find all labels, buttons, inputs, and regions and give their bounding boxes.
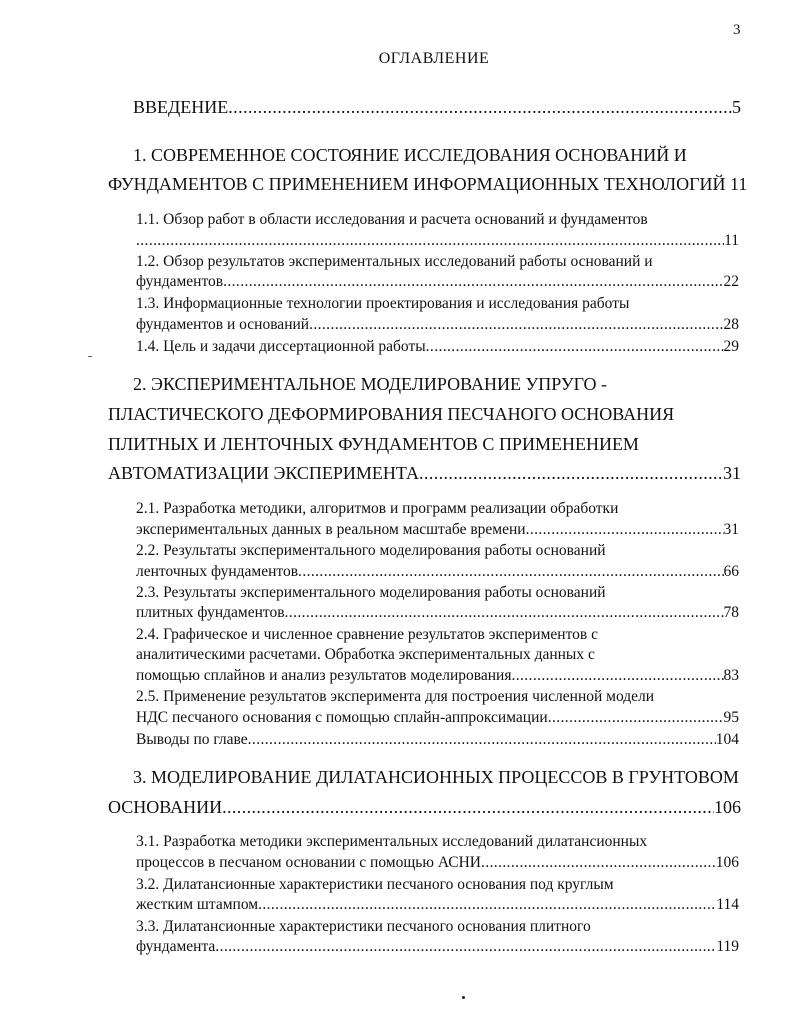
entry-label: плитных фундаментов [136,604,285,621]
entry-page: 95 [723,709,739,726]
section-3-1[interactable]: 3.1. Разработка методики экспериментальных исследований дилатансионных [136,833,648,850]
entry-page: 106 [714,797,741,817]
leader-dots [136,232,724,250]
entry-page: 83 [723,667,739,684]
section-1-3[interactable]: 1.3. Информационные технологии проектирования и исследования работы [136,295,630,312]
entry-label: жестким штампом [136,896,259,913]
entry-label: помощью сплайнов и анализ результатов моделирования [136,667,512,684]
chapter-3-leader[interactable] [108,797,741,818]
section-2-4-leader[interactable] [136,667,739,685]
entry-label: 1.4. Цель и задачи диссертационной работы [136,338,426,355]
leader-dots [298,563,723,581]
leader-dots [511,667,723,685]
section-2-5[interactable]: 2.5. Применение результатов эксперимента для построения численной модели [136,688,655,705]
entry-page: 22 [723,273,739,290]
section-2-2-leader[interactable] [136,563,739,581]
entry-page: 5 [732,97,741,117]
leader-dots [285,604,724,622]
entry-label: Выводы по главе [136,731,248,748]
chapter-1-heading[interactable]: 1. СОВРЕМЕННОЕ СОСТОЯНИЕ ИССЛЕДОВАНИЯ ОСНОВАНИЙ И [133,145,687,165]
entry-label: фундамента [136,938,216,955]
section-3-2[interactable]: 3.2. Дилатансионные характеристики песчаного основания под круглым [136,876,614,893]
section-2-1-leader[interactable] [136,521,739,539]
section-3-1-leader[interactable] [136,854,739,872]
page-number: 3 [733,22,741,38]
leader-dots [228,97,732,118]
leader-dots [426,338,724,356]
entry-label: фундаментов и оснований [136,316,310,333]
chapter-2-leader[interactable] [108,463,741,484]
entry-label: АВТОМАТИЗАЦИИ ЭКСПЕРИМЕНТА [108,463,420,483]
chapter-2-heading[interactable]: ПЛАСТИЧЕСКОГО ДЕФОРМИРОВАНИЯ ПЕСЧАНОГО ОСНОВАНИЯ [108,404,675,424]
scan-dot [462,996,465,999]
leader-dots [481,854,716,872]
entry-page: 31 [723,521,739,538]
section-2-2[interactable]: 2.2. Результаты экспериментального моделирования работы оснований [136,542,606,559]
section-2-5-leader[interactable] [136,709,739,727]
entry-label: экспериментальных данных в реальном масштабе времени [136,521,526,538]
leader-dots [526,521,724,539]
leader-dots [248,731,716,749]
section-2-3-leader[interactable] [136,604,739,622]
entry-page: 29 [723,338,739,355]
section-1-1[interactable]: 1.1. Обзор работ в области исследования и расчета оснований и фундаментов [136,211,648,228]
section-1-3-leader[interactable] [136,316,739,334]
scan-mark [88,356,92,357]
entry-label: НДС песчаного основания с помощью сплайн-аппроксимации [136,709,548,726]
leader-dots [548,709,724,727]
leader-dots [223,273,723,291]
leader-dots [309,316,723,334]
section-1-1-leader[interactable] [136,232,739,250]
section-3-3[interactable]: 3.3. Дилатансионные характеристики песчаного основания плитного [136,918,591,935]
entry-label: процессов в песчаном основании с помощью АСНИ [136,854,481,871]
entry-page: 104 [715,731,739,748]
section-2-4[interactable]: 2.4. Графическое и численное сравнение результатов экспериментов с [136,626,598,643]
section-2-4[interactable]: аналитическими расчетами. Обработка экспериментальных данных с [136,646,595,663]
entry-label: ВВЕДЕНИЕ [133,97,229,117]
section-2-3[interactable]: 2.3. Результаты экспериментального моделирования работы оснований [136,584,606,601]
chapter-3-heading[interactable]: 3. МОДЕЛИРОВАНИЕ ДИЛАТАНСИОННЫХ ПРОЦЕССОВ В ГРУНТОВОМ [133,767,739,787]
toc-title: ОГЛАВЛЕНИЕ [378,50,490,67]
leader-dots [258,896,716,914]
entry-page: 28 [723,316,739,333]
entry-page: 66 [723,563,739,580]
section-3-3-leader[interactable] [136,938,739,956]
section-3-2-leader[interactable] [136,896,739,914]
entry-page: 114 [716,896,739,913]
toc-entry-intro[interactable] [133,97,741,118]
section-1-2[interactable]: 1.2. Обзор результатов экспериментальных исследований работы оснований и [136,253,653,270]
entry-page: 119 [716,938,739,955]
entry-page: 31 [723,463,741,483]
chapter-2-conclusions[interactable] [136,731,739,749]
leader-dots [215,938,716,956]
section-1-2-leader[interactable] [136,273,739,291]
section-2-1[interactable]: 2.1. Разработка методики, алгоритмов и программ реализации обработки [136,500,619,517]
chapter-2-heading[interactable]: ПЛИТНЫХ И ЛЕНТОЧНЫХ ФУНДАМЕНТОВ С ПРИМЕНЕНИЕМ [108,434,639,454]
entry-page: 106 [715,854,739,871]
leader-dots [419,463,723,484]
entry-label: фундаментов [136,273,224,290]
entry-label: ОСНОВАНИИ [108,797,223,817]
leader-dots [222,797,714,818]
entry-page: 78 [723,604,739,621]
chapter-1-heading[interactable]: ФУНДАМЕНТОВ С ПРИМЕНЕНИЕМ ИНФОРМАЦИОННЫХ ТЕХНОЛОГИЙ 11 [108,174,748,194]
entry-page: 11 [724,232,739,249]
chapter-2-heading[interactable]: 2. ЭКСПЕРИМЕНТАЛЬНОЕ МОДЕЛИРОВАНИЕ УПРУГО - [133,374,608,394]
entry-label: ленточных фундаментов [136,563,299,580]
section-1-4[interactable] [136,338,739,356]
